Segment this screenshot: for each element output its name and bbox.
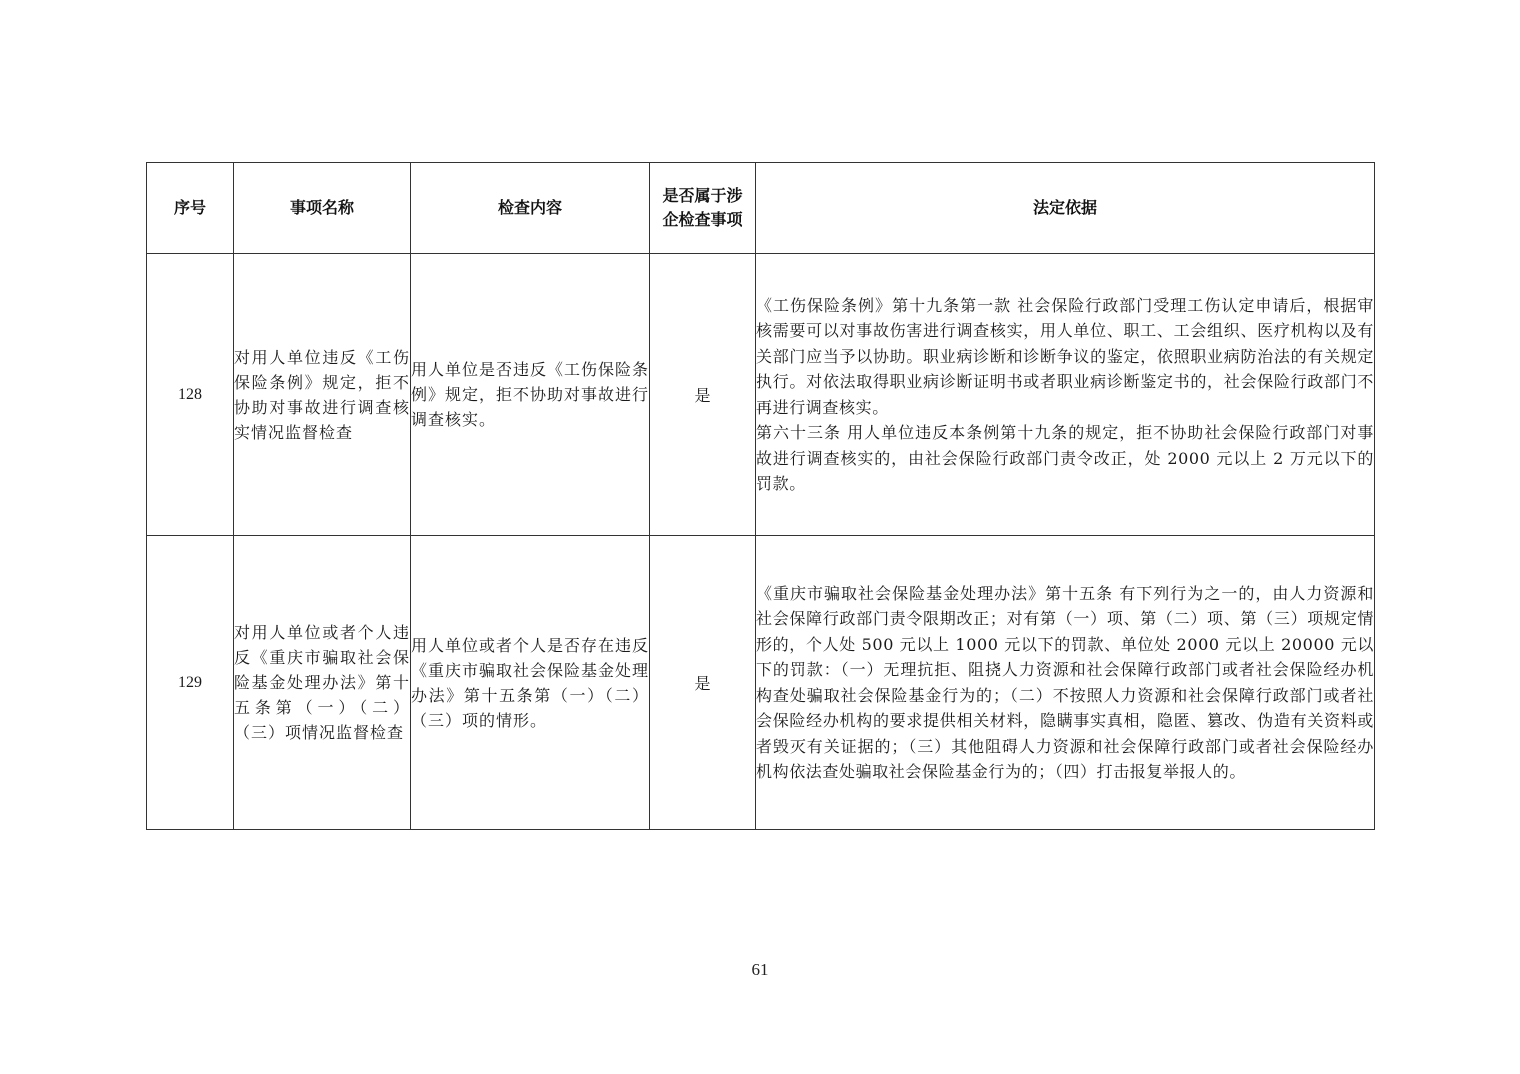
table-header-row <box>147 163 1375 254</box>
inspection-table <box>146 162 1375 830</box>
header-is-enterprise-text: 是否属于涉企检查事项 <box>662 186 743 229</box>
legal-basis-paragraph: 第六十三条 用人单位违反本条例第十九条的规定，拒不协助社会保险行政部门对事故进行调查核实的，由社会保险行政部门责令改正，处 2000 元以上 2 万元以下的罚款。 <box>756 423 1374 493</box>
legal-basis-paragraph: 《工伤保险条例》第十九条第一款 社会保险行政部门受理工伤认定申请后，根据审核需要可以对事故伤害进行调查核实，用人单位、职工、工会组织、医疗机构以及有关部门应当予以协助。职业病诊断和诊断争议的鉴定，依照职业病防治法的有关规定执行。对依法取得职业病诊断证明书或者职业病诊断鉴定书的，社会保险行政部门不再进行调查核实。 <box>756 295 1374 417</box>
header-seq: 序号 <box>147 163 234 254</box>
page-number: 61 <box>751 960 769 979</box>
cell-legal-basis <box>756 254 1375 536</box>
cell-seq: 129 <box>147 536 234 830</box>
cell-is-enterprise: 是 <box>650 536 756 830</box>
cell-seq: 128 <box>147 254 234 536</box>
cell-check-content: 用人单位是否违反《工伤保险条例》规定，拒不协助对事故进行调查核实。 <box>411 254 650 536</box>
cell-legal-basis <box>756 536 1375 830</box>
cell-check-content: 用人单位或者个人是否存在违反《重庆市骗取社会保险基金处理办法》第十五条第（一）（二）（三）项的情形。 <box>411 536 650 830</box>
cell-is-enterprise: 是 <box>650 254 756 536</box>
table-row <box>147 536 1375 830</box>
header-item-name: 事项名称 <box>234 163 411 254</box>
header-legal-basis: 法定依据 <box>756 163 1375 254</box>
header-check-content: 检查内容 <box>411 163 650 254</box>
legal-basis-paragraph: 《重庆市骗取社会保险基金处理办法》第十五条 有下列行为之一的，由人力资源和社会保障行政部门责令限期改正；对有第（一）项、第（二）项、第（三）项规定情形的，个人处 500 元以上 1000 元以下的罚款、单位处 2000 元以上 20000 元以下的罚款：（一）无理抗拒、阻挠人力资源和社会保障行政部门或者社会保险经办机构查处骗取社会保险基金行为的；（二）不按照人力资源和社会保障行政部门或者社会保险经办机构的要求提供相关材料，隐瞒事实真相，隐匿、篡改、伪造有关资料或者毁灭有关证据的；（三）其他阻碍人力资源和社会保障行政部门或者社会保险经办机构依法查处骗取社会保险基金行为的；（四）打击报复举报人的。 <box>756 583 1374 781</box>
table-row <box>147 254 1375 536</box>
cell-item-name: 对用人单位违反《工伤保险条例》规定，拒不协助对事故进行调查核实情况监督检查 <box>234 254 411 536</box>
header-is-enterprise <box>650 163 756 254</box>
cell-item-name: 对用人单位或者个人违反《重庆市骗取社会保险基金处理办法》第十五条第（一）（二）（三）项情况监督检查 <box>234 536 411 830</box>
